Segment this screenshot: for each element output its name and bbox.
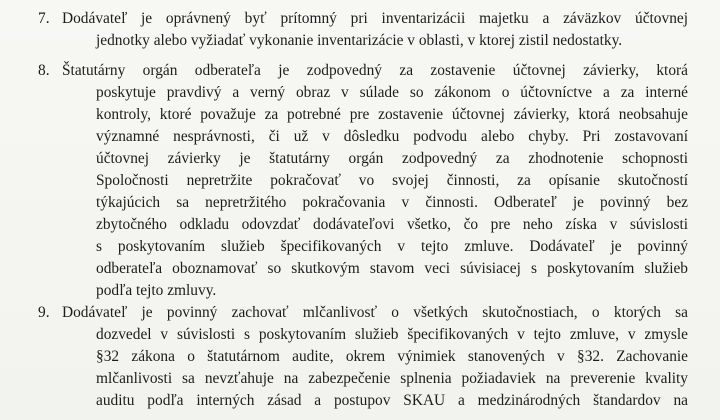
paragraph-line: podľa tejto zmluvy. bbox=[96, 282, 217, 299]
paragraph-line: účtovnej závierky je štatutárny orgán zodpovedný za zhodnotenie schopnosti bbox=[96, 150, 688, 167]
item-number: 7. bbox=[38, 10, 50, 27]
paragraph-line: kontroly, ktoré považuje za potrebné pre zostavenie účtovnej závierky, ktorá neobsahuje bbox=[96, 106, 688, 123]
paragraph-line: s poskytovaním služieb špecifikovaných v tejto zmluve. Dodávateľ je povinný bbox=[96, 238, 688, 255]
paragraph-line: mlčanlivosti sa nevzťahuje na zabezpečenie splnenia požiadaviek na preverenie kvality bbox=[96, 370, 688, 387]
paragraph-line: poskytuje pravdivý a verný obraz v súlade so zákonom o účtovníctve a za interné bbox=[96, 84, 688, 101]
item-number: 8. bbox=[38, 62, 50, 79]
item-number: 9. bbox=[38, 304, 50, 321]
list-item-9 bbox=[38, 302, 688, 412]
paragraph-line: dozvedel v súvislosti s poskytovaním služieb špecifikovaných v tejto zmluve, v zmysle bbox=[96, 326, 688, 343]
list-item-7 bbox=[38, 8, 688, 52]
paragraph-line: významné nesprávnosti, či už v dôsledku podvodu alebo chyby. Pri zostavovaní bbox=[96, 128, 688, 145]
paragraph-line: auditu podľa interných zásad a postupov SKAU a medzinárodných štandardov na bbox=[96, 392, 688, 409]
paragraph-line: jednotky alebo vyžiadať vykonanie inventarizácie v oblasti, v ktorej zistil nedostatky. bbox=[96, 32, 623, 49]
list-item-8 bbox=[38, 60, 688, 302]
paragraph-line: Spoločnosti nepretržite pokračovať vo svojej činnosti, za opísanie skutočností bbox=[96, 172, 688, 189]
paragraph-line: týkajúcich sa nepretržitého pokračovania v činnosti. Odberateľ je povinný bez bbox=[96, 194, 688, 211]
paragraph-line: Štatutárny orgán odberateľa je zodpovedný za zostavenie účtovnej závierky, ktorá bbox=[62, 62, 688, 79]
paragraph-line: odberateľa oboznamovať so skutkovým stavom veci súvisiacej s poskytovaním služieb bbox=[96, 260, 688, 277]
paragraph-line: Dodávateľ je oprávnený byť prítomný pri inventarizácii majetku a záväzkov účtovnej bbox=[62, 10, 688, 27]
paragraph-line: §32 zákona o štatutárnom audite, okrem výnimiek stanovených v §32. Zachovanie bbox=[96, 348, 688, 365]
paragraph-line: zbytočného odkladu odovzdať dodávateľovi všetko, čo pre neho získa v súvislosti bbox=[96, 216, 688, 233]
paragraph-line: Dodávateľ je povinný zachovať mlčanlivosť o všetkých skutočnostiach, o ktorých sa bbox=[62, 304, 688, 321]
